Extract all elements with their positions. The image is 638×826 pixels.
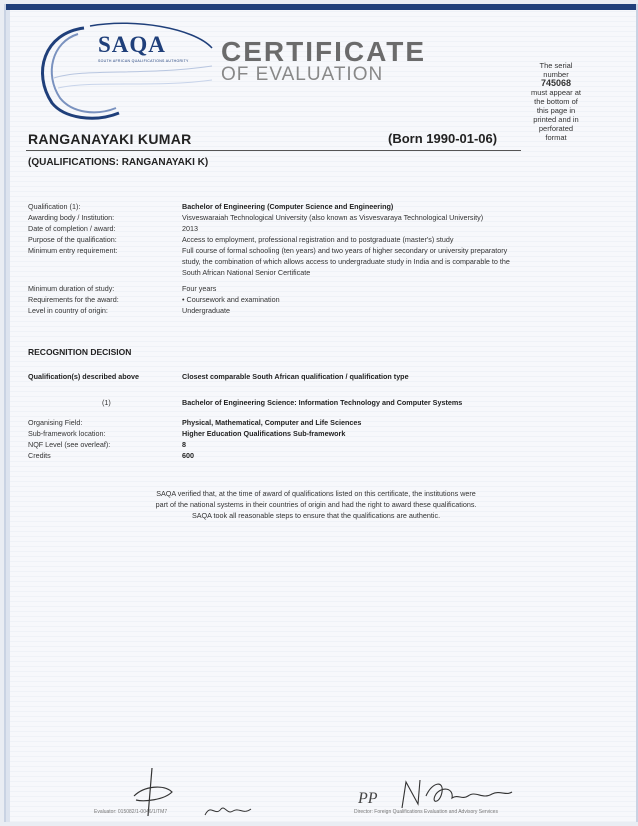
- serial-line: must appear at: [530, 88, 582, 97]
- awarding-body-value: Visveswaraiah Technological University (also known as Visvesvaraya Technological University): [182, 213, 484, 222]
- serial-line: format: [545, 133, 567, 142]
- comparable-qualification: Bachelor of Engineering Science: Information Technology and Computer Systems: [182, 398, 463, 407]
- purpose-label: Purpose of the qualification:: [28, 235, 117, 244]
- recognition-index: (1): [102, 398, 111, 407]
- subframework-value: Higher Education Qualifications Sub-framework: [182, 429, 346, 438]
- qualification-value: Bachelor of Engineering (Computer Science and Engineering): [182, 202, 394, 211]
- director-signature-icon: [396, 774, 516, 814]
- subframework-label: Sub-framework location:: [28, 429, 106, 438]
- org-subtitle: SOUTH AFRICAN QUALIFICATIONS AUTHORITY: [98, 59, 189, 63]
- statement-line: part of the national systems in their countries of origin and had the right to award these qualifications.: [155, 500, 477, 509]
- evaluator-reference: Evaluator: 015082/1-0046/1/TM7: [94, 809, 168, 815]
- recognition-col-right: Closest comparable South African qualification / qualification type: [182, 372, 409, 381]
- min-entry-value-line: South African National Senior Certificate: [182, 268, 311, 277]
- recognition-col-left: Qualification(s) described above: [28, 372, 140, 381]
- holder-birthdate: (Born 1990-01-06): [388, 131, 498, 146]
- top-color-band: [6, 4, 636, 10]
- org-name: SAQA: [98, 32, 166, 57]
- document-subtitle: OF EVALUATION: [221, 64, 384, 85]
- recognition-heading: RECOGNITION DECISION: [28, 347, 132, 357]
- serial-line: this page in: [536, 106, 576, 115]
- qualification-label: Qualification (1):: [28, 202, 81, 211]
- nqf-label: NQF Level (see overleaf):: [28, 440, 111, 449]
- awarding-body-label: Awarding body / Institution:: [28, 213, 115, 222]
- min-entry-value-line: study, the combination of which allows access to undergraduate study in India and is comparable to the: [182, 257, 510, 266]
- serial-line: the bottom of: [534, 97, 578, 106]
- evaluator-initial-signature-icon: [201, 799, 261, 821]
- serial-notice: [506, 61, 606, 142]
- certificate-page: [4, 4, 638, 822]
- credits-value: 600: [182, 451, 194, 460]
- field-label: Organising Field:: [28, 418, 83, 427]
- verification-statement: [106, 488, 526, 521]
- holder-name: RANGANAYAKI KUMAR: [28, 131, 192, 147]
- min-duration-value: Four years: [182, 284, 217, 293]
- serial-number: 745068: [540, 78, 572, 88]
- serial-line: perforated: [538, 124, 574, 133]
- min-entry-value-line: Full course of formal schooling (ten years) and two years of higher secondary or university preparatory: [182, 246, 508, 255]
- date-label: Date of completion / award:: [28, 224, 116, 233]
- nqf-value: 8: [182, 440, 186, 449]
- qualifications-heading: (QUALIFICATIONS: RANGANAYAKI K): [28, 157, 209, 168]
- level-label: Level in country of origin:: [28, 306, 108, 315]
- requirements-value: • Coursework and examination: [182, 295, 280, 304]
- director-title: Director: Foreign Qualifications Evaluation and Advisory Services: [354, 809, 498, 815]
- statement-line: SAQA verified that, at the time of award of qualifications listed on this certificate, the institutions were: [156, 489, 476, 498]
- min-duration-label: Minimum duration of study:: [28, 284, 115, 293]
- statement-line: SAQA took all reasonable steps to ensure that the qualifications are authentic.: [191, 511, 441, 520]
- pp-mark: PP: [358, 790, 378, 807]
- credits-label: Credits: [28, 451, 51, 460]
- left-edge-strip: [6, 10, 10, 822]
- purpose-value: Access to employment, professional registration and to postgraduate (master's) study: [182, 235, 454, 244]
- name-divider: [26, 150, 521, 151]
- date-value: 2013: [182, 224, 198, 233]
- document-title: CERTIFICATE: [221, 36, 427, 67]
- level-value: Undergraduate: [182, 306, 230, 315]
- field-value: Physical, Mathematical, Computer and Life Sciences: [182, 418, 362, 427]
- serial-line: printed and in: [533, 115, 579, 124]
- requirements-label: Requirements for the award:: [28, 295, 119, 304]
- serial-line: The serial: [539, 61, 573, 70]
- serial-line: number: [543, 70, 569, 79]
- min-entry-label: Minimum entry requirement:: [28, 246, 118, 255]
